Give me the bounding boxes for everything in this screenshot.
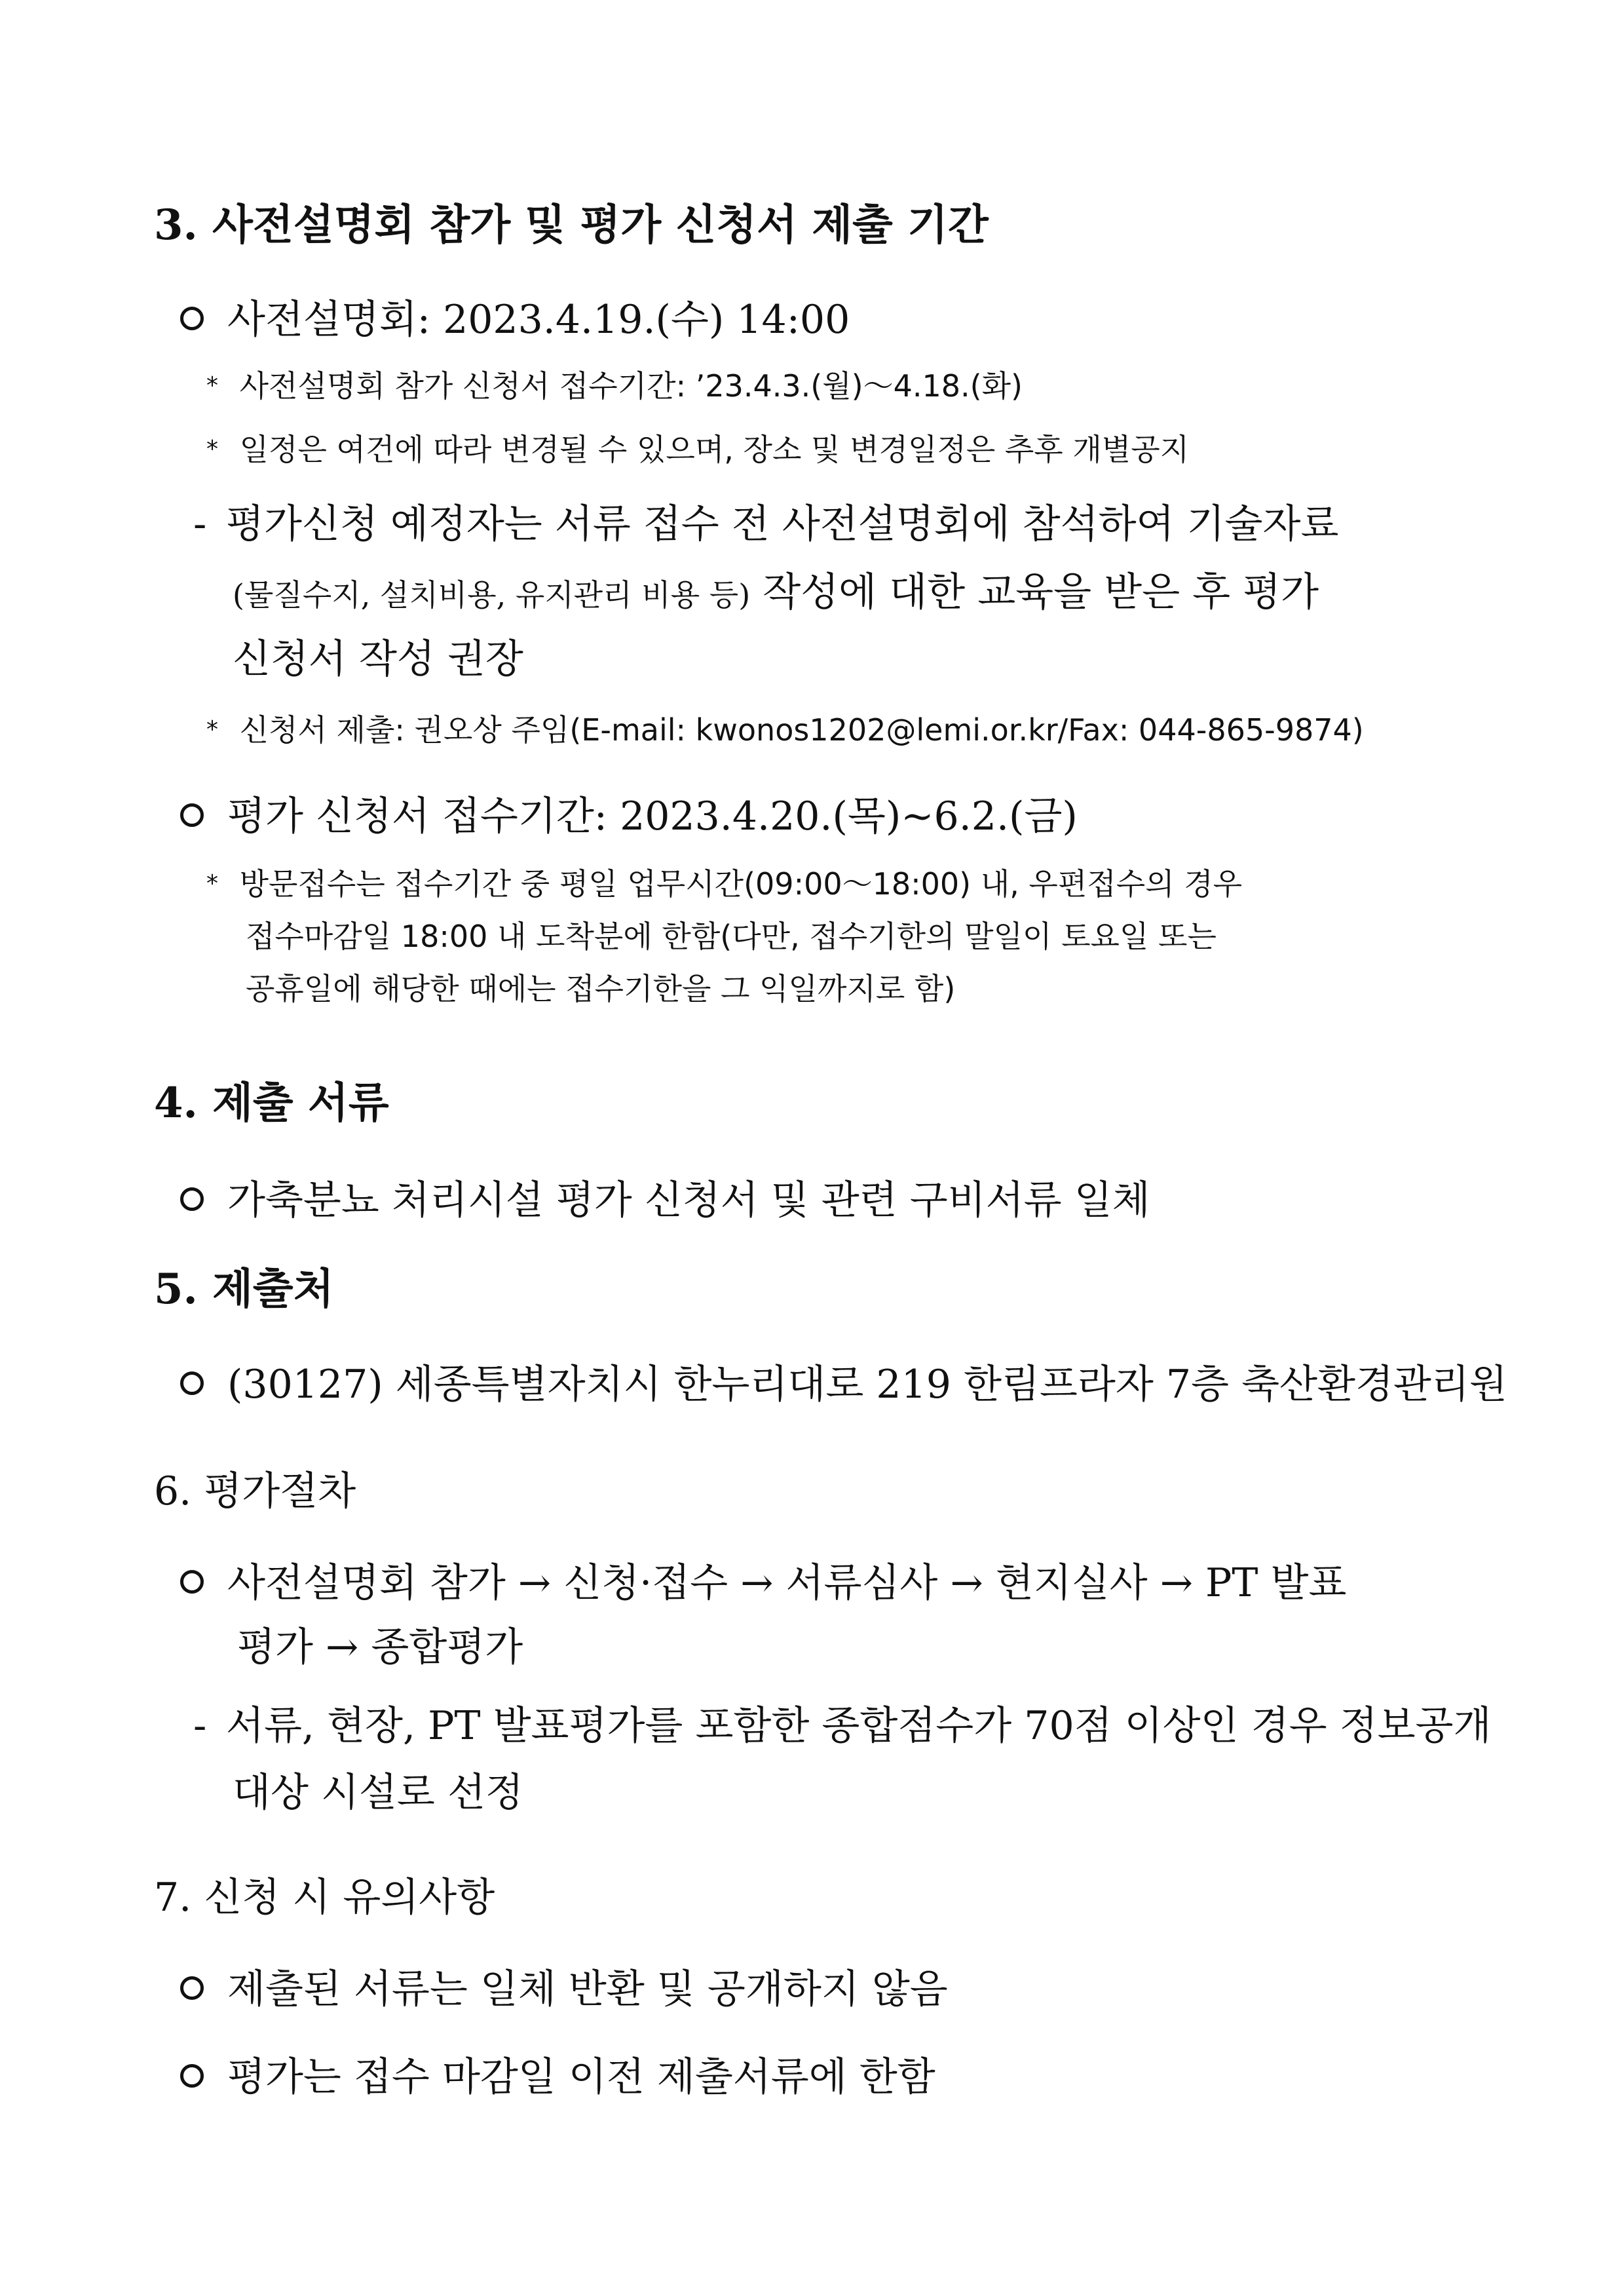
asterisk-icon: * <box>206 870 218 897</box>
procedure-item: 사전설명회 참가 → 신청·접수 → 서류심사 → 현지실사 → PT 발표 <box>180 1552 1346 1608</box>
circle-bullet-icon <box>180 1570 204 1594</box>
note-briefing-period: * 사전설명회 참가 신청서 접수기간: ’23.4.3.(월)～4.18.(화) <box>206 368 1023 404</box>
briefing-item: 사전설명회: 2023.4.19.(수) 14:00 <box>180 288 850 345</box>
circle-bullet-icon <box>180 803 204 827</box>
receipt-period-item: 평가 신청서 접수기간: 2023.4.20.(목)~6.2.(금) <box>180 785 1078 841</box>
circle-bullet-icon <box>180 1976 204 2000</box>
address-item: (30127) 세종특별자치시 한누리대로 219 한림프라자 7층 축산환경관리원 <box>180 1353 1507 1409</box>
dash-bullet-icon: - <box>193 1703 207 1749</box>
note-visit-receipt-line2: 접수마감일 18:00 내 도착분에 한함(다만, 접수기한의 말일이 토요일 또는 <box>246 919 1217 954</box>
note-schedule-change: * 일정은 여건에 따라 변경될 수 있으며, 장소 및 변경일정은 추후 개별공지 <box>206 432 1190 467</box>
circle-bullet-icon <box>180 2064 204 2088</box>
section-3-title: 3. 사전설명회 참가 및 평가 신청서 제출 기간 <box>154 201 989 250</box>
asterisk-icon: * <box>206 372 218 399</box>
section-7-title: 7. 신청 시 유의사항 <box>154 1875 495 1921</box>
dash-item-recommendation-line2: (물질수지, 설치비용, 유지관리 비용 등) 작성에 대한 교육을 받은 후 평가 <box>233 569 1319 615</box>
asterisk-icon: * <box>206 436 218 463</box>
note-submission-contact: * 신청서 제출: 권오상 주임(E-mail: kwonos1202@lemi.or.kr/Fax: 044-865-9874) <box>206 712 1364 748</box>
caution-item-1: 제출된 서류는 일체 반환 및 공개하지 않음 <box>180 1958 948 2014</box>
section-5-title: 5. 제출처 <box>154 1265 334 1314</box>
circle-bullet-icon <box>180 307 204 330</box>
note-visit-receipt: * 방문접수는 접수기간 중 평일 업무시간(09:00～18:00) 내, 우편접수의 경우 <box>206 866 1243 902</box>
dash-item-selection-line2: 대상 시설로 선정 <box>233 1770 523 1816</box>
section-4-title: 4. 제출 서류 <box>154 1079 389 1128</box>
note-visit-receipt-line3: 공휴일에 해당한 때에는 접수기한을 그 익일까지로 함) <box>246 971 956 1006</box>
dash-item-recommendation: - 평가신청 예정자는 서류 접수 전 사전설명회에 참석하여 기술자료 <box>193 501 1339 547</box>
asterisk-icon: * <box>206 716 218 743</box>
circle-bullet-icon <box>180 1187 204 1211</box>
dash-item-selection: - 서류, 현장, PT 발표평가를 포함한 종합점수가 70점 이상인 경우 정보공개 <box>193 1703 1492 1749</box>
dash-bullet-icon: - <box>193 501 207 547</box>
procedure-item-line2: 평가 → 종합평가 <box>237 1624 523 1670</box>
documents-item: 가축분뇨 처리시설 평가 신청서 및 관련 구비서류 일체 <box>180 1169 1150 1225</box>
dash-item-recommendation-line3: 신청서 작성 권장 <box>233 636 523 682</box>
caution-item-2: 평가는 접수 마감일 이전 제출서류에 한함 <box>180 2046 935 2102</box>
section-6-title: 6. 평가절차 <box>154 1468 356 1514</box>
circle-bullet-icon <box>180 1371 204 1395</box>
